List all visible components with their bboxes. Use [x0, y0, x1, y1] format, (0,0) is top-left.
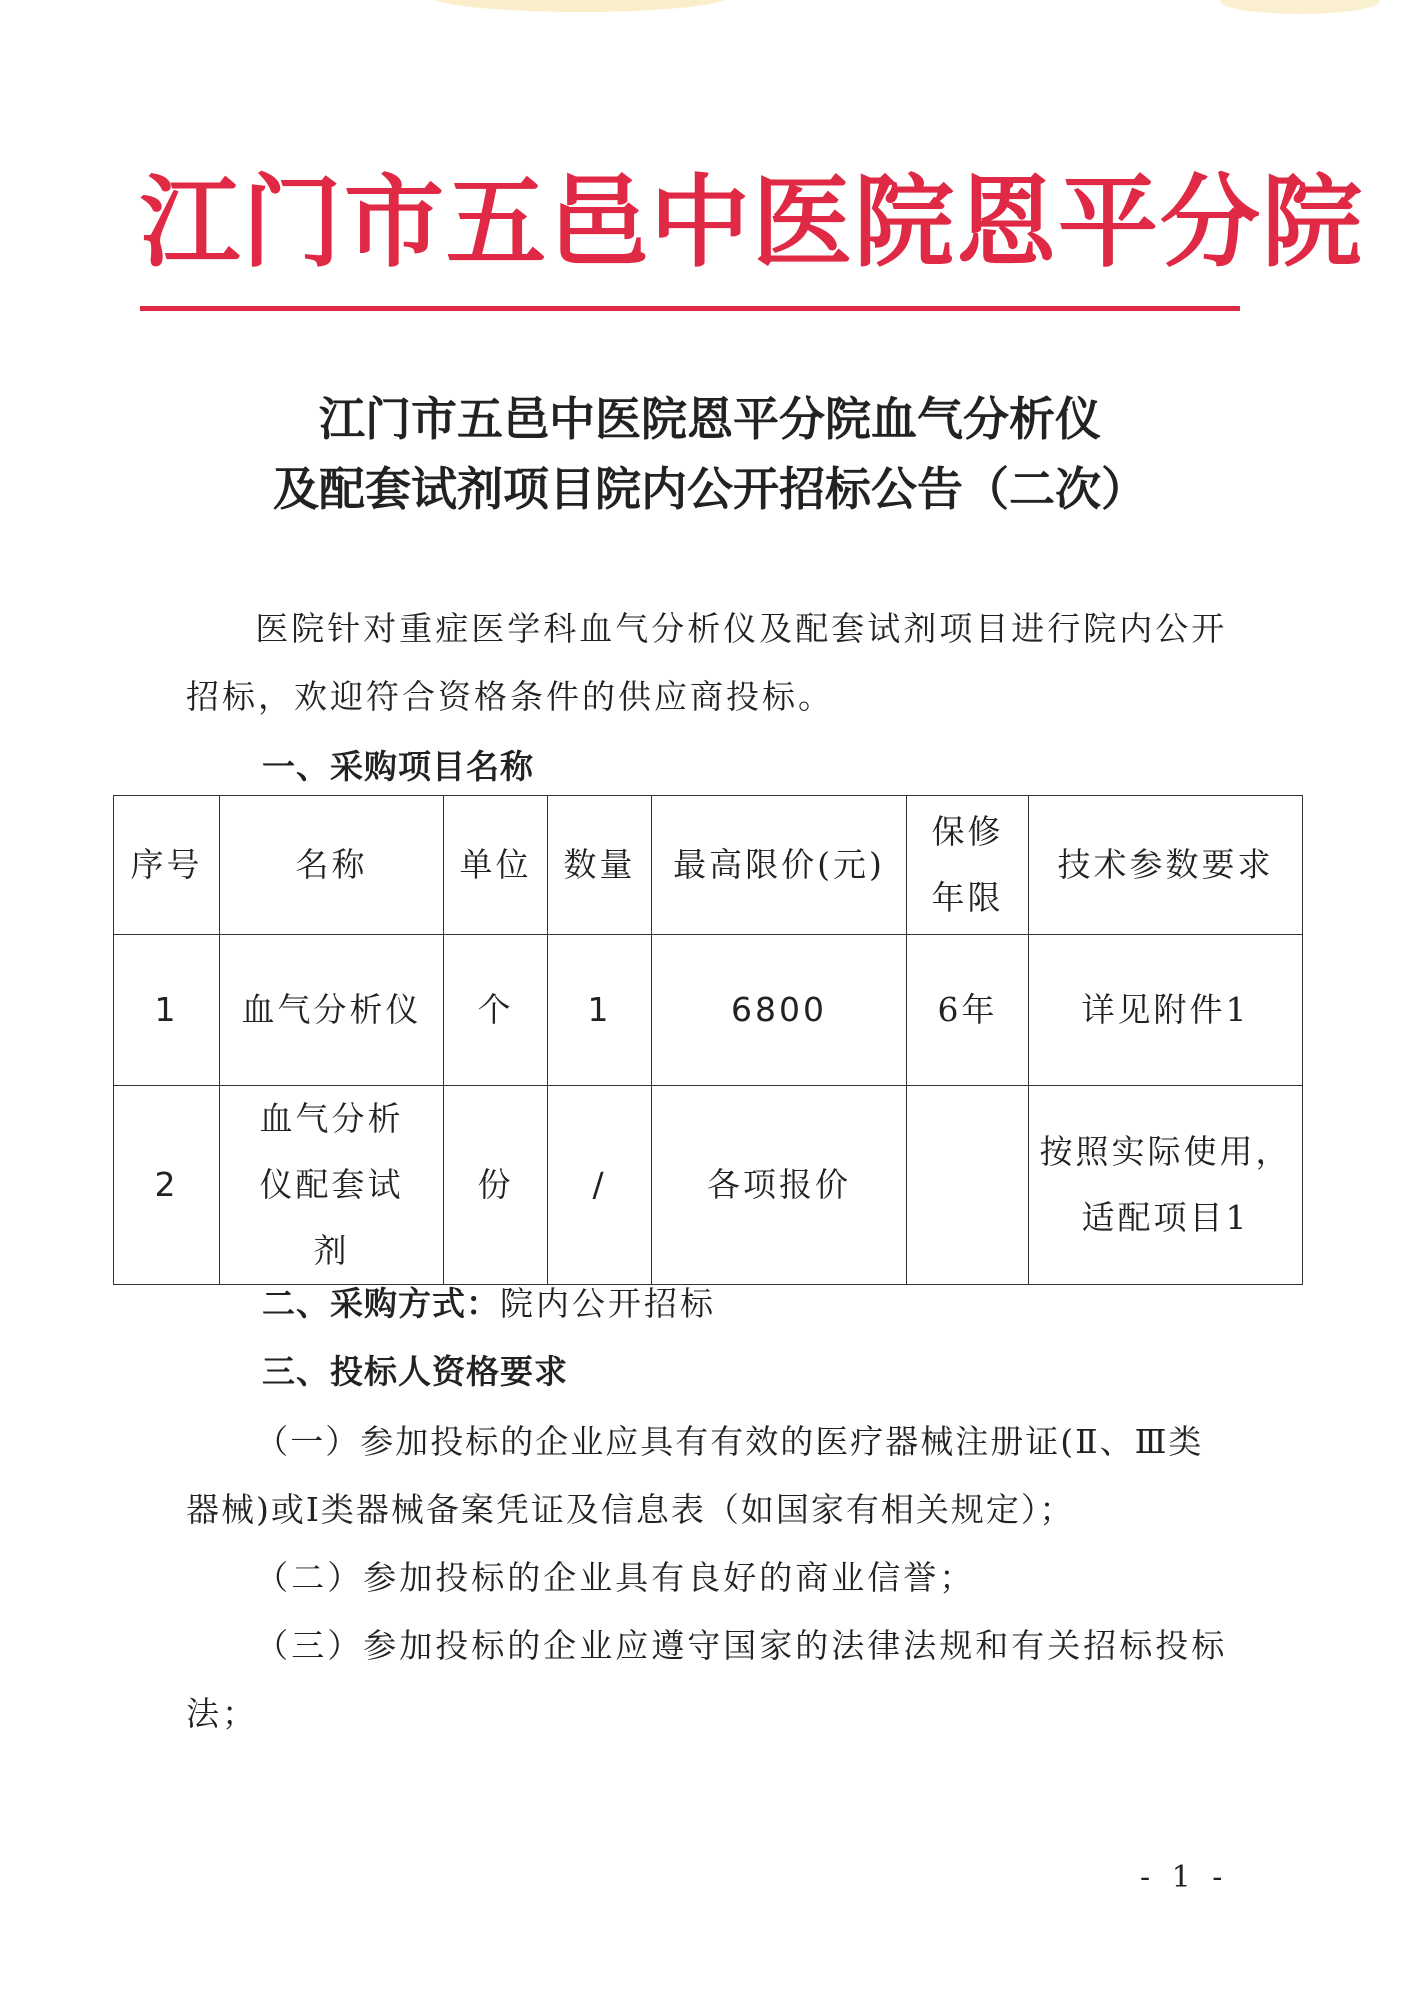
cell-quantity: /: [548, 1086, 652, 1285]
cell-name: 血气分析仪配套试剂: [220, 1086, 444, 1285]
header-cell-name: 名称: [220, 796, 444, 935]
qualification-item-1: （一）参加投标的企业应具有有效的医疗器械注册证(Ⅱ、Ⅲ类器械)或Ⅰ类器械备案凭证及信息表（如国家有相关规定）；: [186, 1422, 1204, 1529]
paper-stain: [1220, 0, 1380, 14]
qualification-item-3: （三）参加投标的企业应遵守国家的法律法规和有关招标投标法；: [186, 1626, 1228, 1733]
cell-max-price: 各项报价: [652, 1086, 907, 1285]
header-cell-tech-requirements: 技术参数要求: [1029, 796, 1303, 935]
header-cell-quantity: 数量: [548, 796, 652, 935]
section-3-heading-text: 三、投标人资格要求: [262, 1352, 568, 1391]
table-row: [114, 935, 1303, 1086]
section-3-heading: [262, 1338, 568, 1406]
table-row: [114, 1086, 1303, 1285]
header-cell-index: 序号: [114, 796, 220, 935]
cell-tech-requirements: 详见附件1: [1029, 935, 1303, 1086]
cell-warranty: 6年: [907, 935, 1029, 1086]
section-2-heading: [262, 1270, 716, 1338]
procurement-method-value: 院内公开招标: [500, 1284, 716, 1323]
cell-unit: 个: [444, 935, 548, 1086]
page-number: - 1 -: [1140, 1860, 1229, 1895]
cell-name: 血气分析仪: [220, 935, 444, 1086]
qualification-item-2: （二）参加投标的企业具有良好的商业信誉；: [255, 1558, 976, 1597]
cell-index: 2: [114, 1086, 220, 1285]
header-cell-unit: 单位: [444, 796, 548, 935]
table-header-row: [114, 796, 1303, 935]
cell-quantity: 1: [548, 935, 652, 1086]
letterhead-rule: [140, 306, 1240, 311]
header-cell-max-price: 最高限价(元): [652, 796, 907, 935]
document-title-line-1: 江门市五邑中医院恩平分院血气分析仪: [319, 392, 1101, 446]
cell-unit: 份: [444, 1086, 548, 1285]
intro-paragraph: 医院针对重症医学科血气分析仪及配套试剂项目进行院内公开招标，欢迎符合资格条件的供应商投标。: [186, 609, 1228, 716]
document-title-line-2: 及配套试剂项目院内公开招标公告（二次）: [273, 462, 1147, 516]
cell-index: 1: [114, 935, 220, 1086]
section-1-heading-text: 一、采购项目名称: [262, 747, 534, 786]
section-1-heading: [262, 733, 534, 801]
section-2-heading-text: 二、采购方式：: [262, 1284, 500, 1323]
header-cell-warranty: 保修年限: [907, 796, 1029, 935]
cell-max-price: 6800: [652, 935, 907, 1086]
cell-warranty: [907, 1086, 1029, 1285]
cell-tech-requirements: 按照实际使用，适配项目1: [1029, 1086, 1303, 1285]
letterhead-title: 江门市五邑中医院恩平分院: [140, 164, 1364, 281]
procurement-table: [113, 795, 1303, 1285]
paper-stain: [430, 0, 730, 12]
